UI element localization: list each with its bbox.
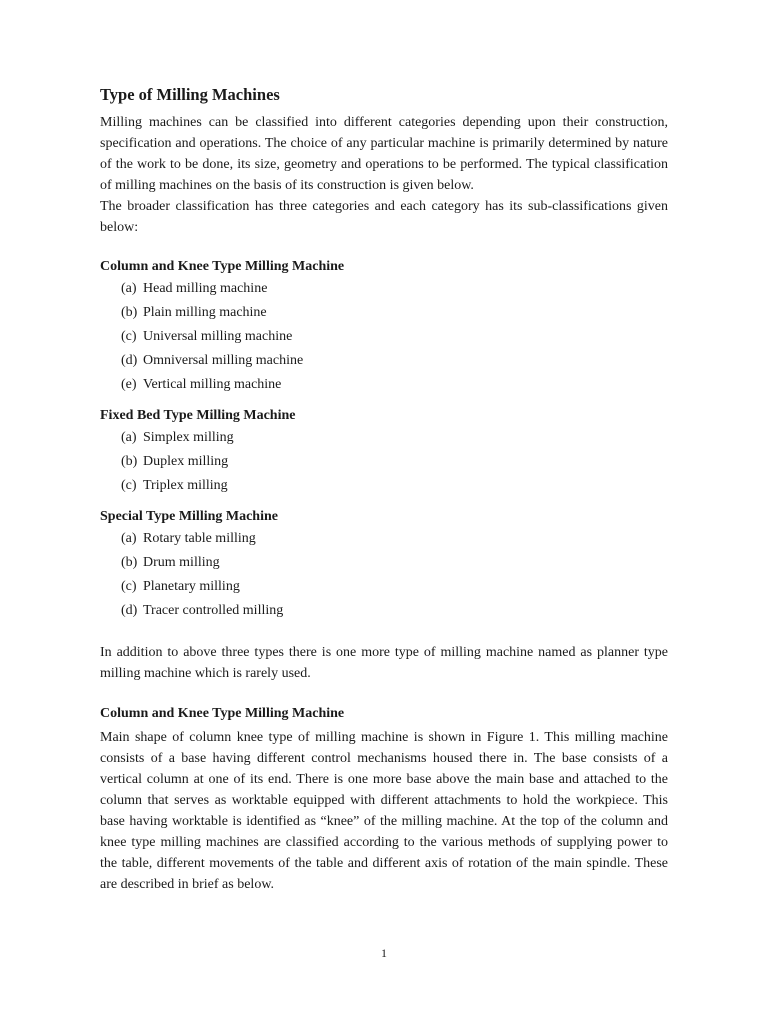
list-marker: (d) <box>121 353 138 368</box>
section-fixed-bed <box>100 405 668 498</box>
list-item-text: Plain milling machine <box>143 305 267 320</box>
list-item-text: Planetary milling <box>143 579 240 594</box>
list-marker: (e) <box>121 377 137 392</box>
list-item <box>121 599 668 623</box>
sub-classification-list <box>100 426 668 498</box>
list-item-text: Omniversal milling machine <box>143 353 304 368</box>
document-page <box>100 84 668 895</box>
list-marker: (a) <box>121 281 137 296</box>
intro-paragraph-2: The broader classification has three categories and each category has its sub-classifications given below: <box>100 199 668 235</box>
list-item <box>121 325 668 349</box>
list-item-text: Head milling machine <box>143 281 268 296</box>
list-item-text: Triplex milling <box>143 478 228 493</box>
list-item <box>121 426 668 450</box>
page-number: 1 <box>381 946 387 960</box>
list-marker: (b) <box>121 305 138 320</box>
intro-paragraph-1: Milling machines can be classified into different categories depending upon their construction, specification and operations. The choice of any particular machine is primarily determined by nature of the work to be done, its size, geometry and operations to be performed. The typical classification of milling machines on the basis of its construction is given below. <box>100 115 668 193</box>
list-item <box>121 277 668 301</box>
sub-classification-list <box>100 527 668 623</box>
list-marker: (b) <box>121 555 138 570</box>
list-marker: (c) <box>121 329 137 344</box>
list-item-text: Universal milling machine <box>143 329 293 344</box>
sub-classification-list <box>100 277 668 397</box>
list-item <box>121 551 668 575</box>
list-item <box>121 349 668 373</box>
section-heading: Fixed Bed Type Milling Machine <box>100 408 296 423</box>
page-title: Type of Milling Machines <box>100 85 280 104</box>
list-marker: (a) <box>121 430 137 445</box>
list-item-text: Drum milling <box>143 555 220 570</box>
list-marker: (d) <box>121 603 138 618</box>
detail-section <box>100 703 668 895</box>
list-item <box>121 301 668 325</box>
detail-paragraph: Main shape of column knee type of milling machine is shown in Figure 1. This milling machine consists of a base having different control mechanisms housed there in. The base consists of a vertical column at one of its end. There is one more base above the main base and attached to the column that serves as worktable equipped with different attachments to hold the workpiece. This base having worktable is identified as “knee” of the milling machine. At the top of the column and knee type milling machines are classified according to the various methods of supplying power to the table, different movements of the table and different axis of rotation of the main spindle. These are described in brief as below. <box>100 730 668 892</box>
addition-paragraph: In addition to above three types there is one more type of milling machine named as planner type milling machine which is rarely used. <box>100 645 668 681</box>
list-item <box>121 474 668 498</box>
section-heading: Column and Knee Type Milling Machine <box>100 706 345 721</box>
list-item-text: Simplex milling <box>143 430 234 445</box>
section-column-knee <box>100 256 668 397</box>
list-item-text: Duplex milling <box>143 454 229 469</box>
list-item <box>121 373 668 397</box>
list-item-text: Rotary table milling <box>143 531 256 546</box>
section-heading: Column and Knee Type Milling Machine <box>100 259 345 274</box>
list-marker: (b) <box>121 454 138 469</box>
section-special-type <box>100 506 668 623</box>
list-item <box>121 527 668 551</box>
list-marker: (c) <box>121 579 137 594</box>
list-marker: (c) <box>121 478 137 493</box>
list-item <box>121 450 668 474</box>
list-item-text: Tracer controlled milling <box>143 603 284 618</box>
list-item <box>121 575 668 599</box>
list-item-text: Vertical milling machine <box>143 377 282 392</box>
list-marker: (a) <box>121 531 137 546</box>
section-heading: Special Type Milling Machine <box>100 509 278 524</box>
